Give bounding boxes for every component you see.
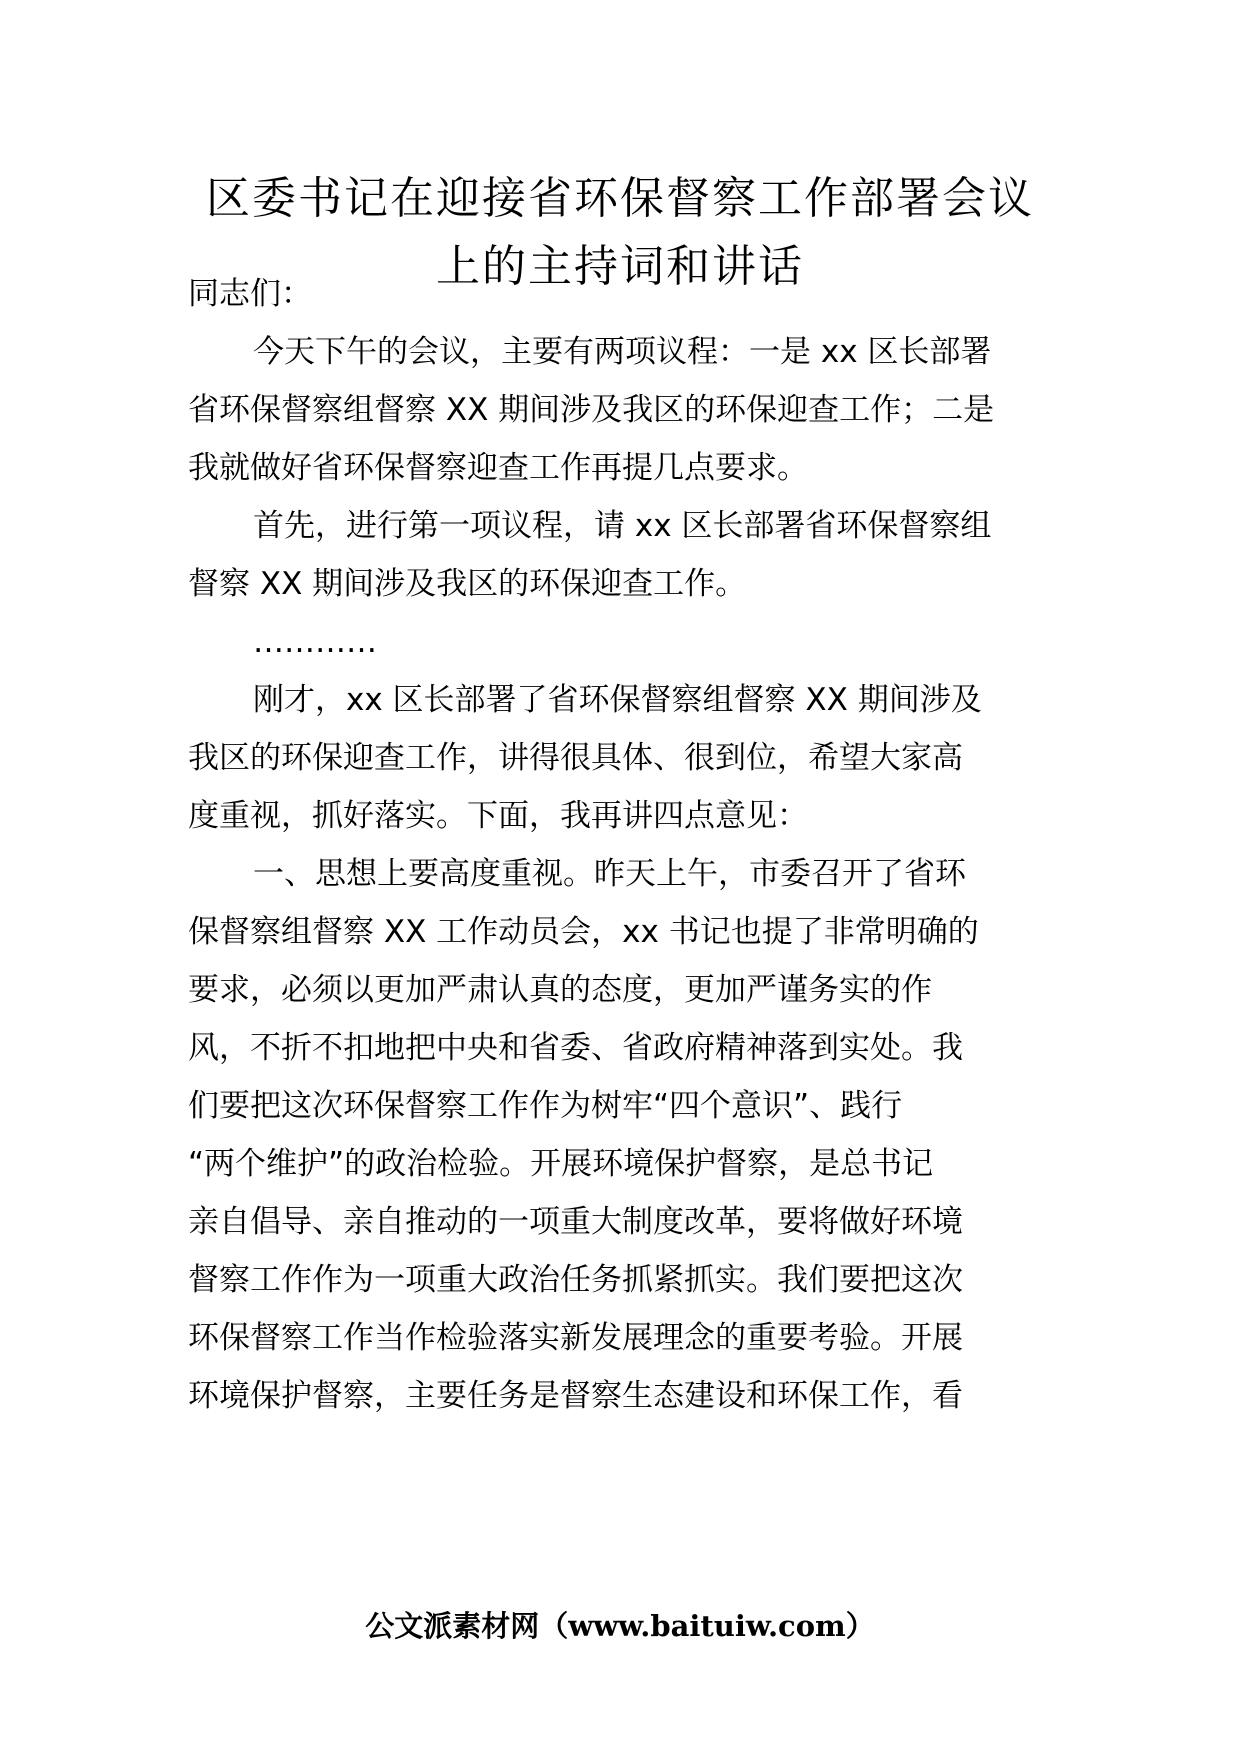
paragraph-5-line-9: 环保督察工作当作检验落实新发展理念的重要考验。开展 bbox=[188, 1320, 963, 1356]
paragraph-2-line-1: 首先，进行第一项议程，请 xx 区长部署省环保督察组 bbox=[253, 508, 992, 544]
paragraph-5-line-1: 一、思想上要高度重视。昨天上午，市委召开了省环 bbox=[253, 856, 966, 892]
paragraph-5-line-10: 环境保护督察，主要任务是督察生态建设和环保工作，看 bbox=[188, 1378, 963, 1414]
paragraph-4-line-3: 度重视，抓好落实。下面，我再讲四点意见： bbox=[188, 798, 808, 834]
document-title-line-1: 区委书记在迎接省环保督察工作部署会议 bbox=[206, 173, 1034, 224]
paragraph-2-line-2: 督察 XX 期间涉及我区的环保迎查工作。 bbox=[188, 566, 747, 602]
paragraph-1-line-1: 今天下午的会议，主要有两项议程：一是 xx 区长部署 bbox=[253, 334, 992, 370]
document-title-line-2: 上的主持词和讲话 bbox=[436, 241, 804, 292]
paragraph-5-line-8: 督察工作作为一项重大政治任务抓紧抓实。我们要把这次 bbox=[188, 1262, 963, 1298]
paragraph-1-line-3: 我就做好省环保督察迎查工作再提几点要求。 bbox=[188, 450, 808, 486]
paragraph-5-line-5: 们要把这次环保督察工作作为树牢“四个意识”、践行 bbox=[188, 1088, 903, 1124]
paragraph-4-line-2: 我区的环保迎查工作，讲得很具体、很到位，希望大家高 bbox=[188, 740, 963, 776]
paragraph-5-line-4: 风，不折不扣地把中央和省委、省政府精神落到实处。我 bbox=[188, 1030, 963, 1066]
paragraph-5-line-3: 要求，必须以更加严肃认真的态度，更加严谨务实的作 bbox=[188, 972, 932, 1008]
paragraph-5-line-6: “两个维护”的政治检验。开展环境保护督察，是总书记 bbox=[188, 1146, 934, 1182]
paragraph-1-line-2: 省环保督察组督察 XX 期间涉及我区的环保迎查工作；二是 bbox=[188, 392, 995, 428]
ellipsis-line: ………… bbox=[253, 624, 377, 660]
paragraph-4-line-1: 刚才，xx 区长部署了省环保督察组督察 XX 期间涉及 bbox=[253, 682, 982, 718]
paragraph-5-line-7: 亲自倡导、亲自推动的一项重大制度改革，要将做好环境 bbox=[188, 1204, 963, 1240]
salutation: 同志们： bbox=[188, 276, 312, 312]
footer-watermark: 公文派素材网（www.baituiw.com） bbox=[365, 1609, 875, 1643]
paragraph-5-line-2: 保督察组督察 XX 工作动员会，xx 书记也提了非常明确的 bbox=[188, 914, 979, 950]
